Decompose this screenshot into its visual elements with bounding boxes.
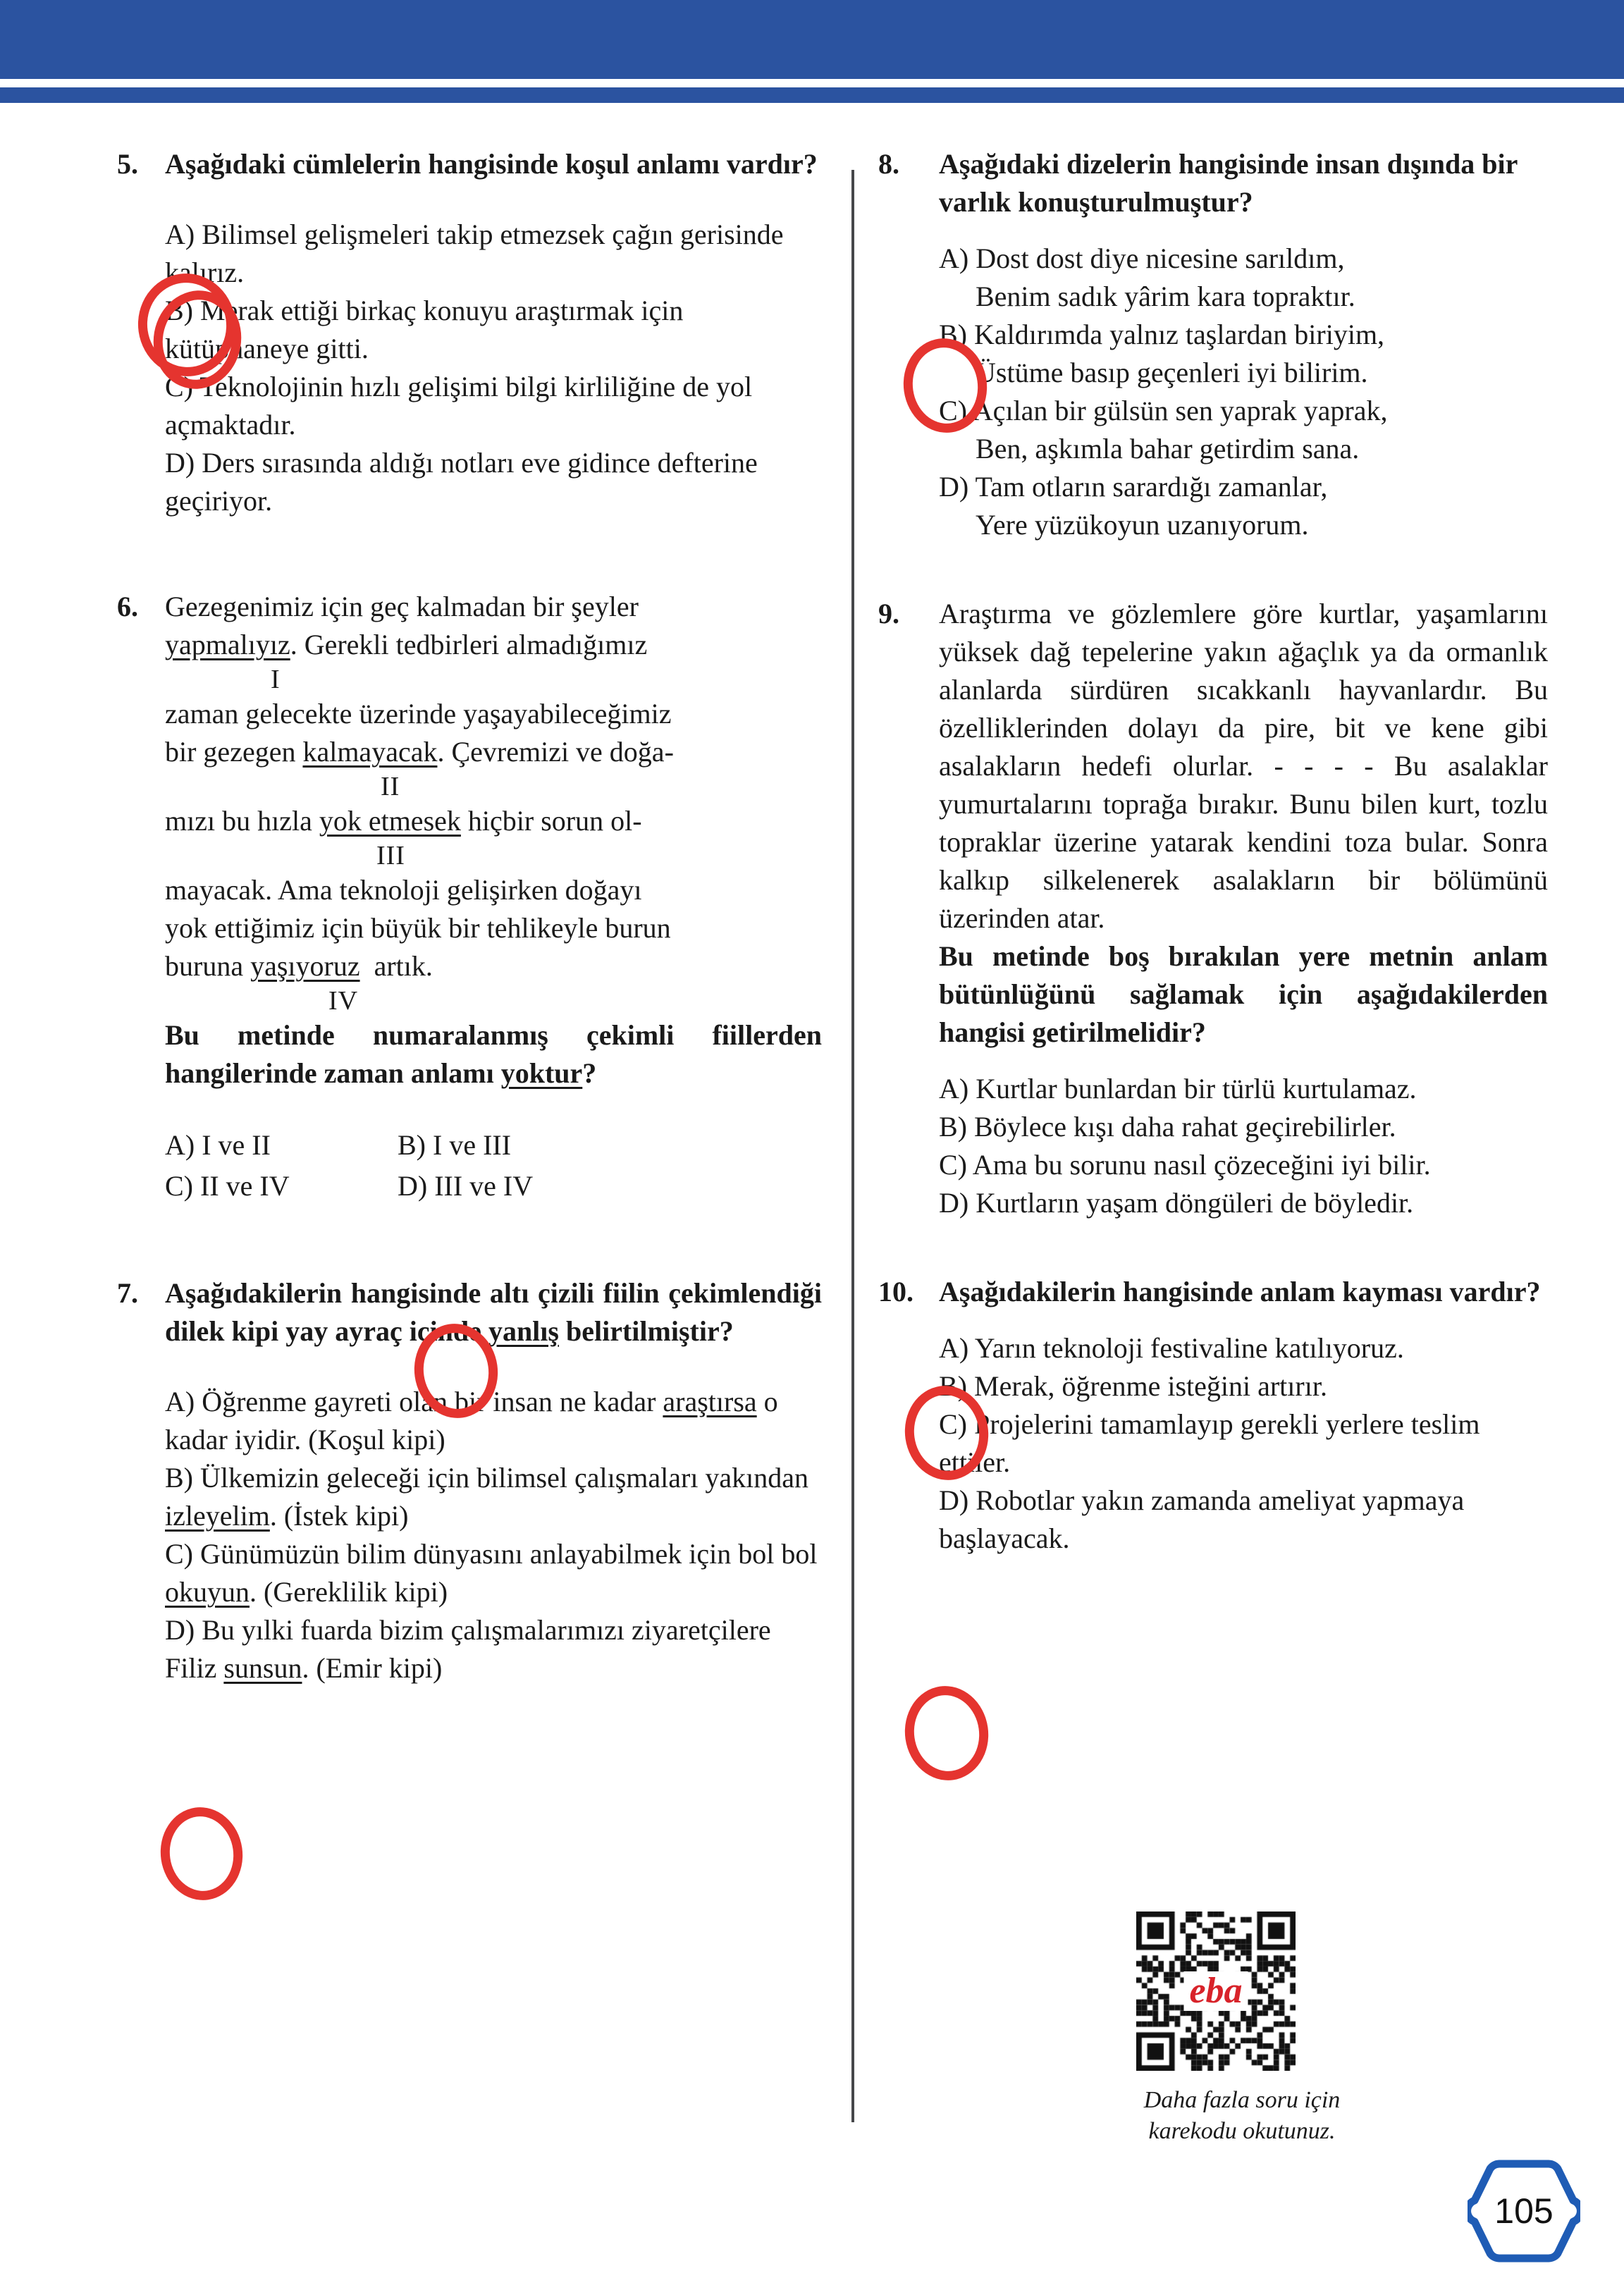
option-c-verse-2: Ben, aşkımla bahar getirdim sana. xyxy=(976,433,1360,464)
column-divider xyxy=(851,170,854,2122)
option-b[interactable]: B) I ve III xyxy=(398,1129,512,1161)
option-b[interactable]: B) Merak ettiği birkaç konuyu araştırmak için kütüphaneye gitti. xyxy=(165,295,684,364)
passage-line-11-pre: buruna xyxy=(165,950,251,982)
option-a-verse-2: Benim sadık yârim kara topraktır. xyxy=(976,281,1355,312)
option-b-verse-2: Üstüme basıp geçenleri iyi bilirim. xyxy=(976,357,1368,388)
option-b[interactable]: B) Ülkemizin geleceği için bilimsel çalışmaları yakından izleyelim. (İstek kipi) xyxy=(165,1462,809,1532)
qr-code[interactable] xyxy=(1136,1912,1296,2071)
option-d[interactable]: D) Bu yılki fuarda bizim çalışmalarımızı ziyaretçilere Filiz sunsun. (Emir kipi) xyxy=(165,1614,771,1684)
option-c[interactable]: C) Ama bu sorunu nasıl çözeceğini iyi bilir. xyxy=(939,1149,1431,1181)
question-6-number: 6. xyxy=(117,591,138,622)
roman-numeral-1: I xyxy=(271,665,281,694)
question-6-passage xyxy=(165,626,822,1016)
roman-numeral-2: II xyxy=(381,772,400,801)
question-5-stem: Aşağıdaki cümlelerin hangisinde koşul anlamı vardır? xyxy=(165,148,818,180)
question-10 xyxy=(878,1273,1548,1558)
qr-caption-line-2: karekodu okutunuz. xyxy=(1148,2118,1336,2144)
question-9-header xyxy=(878,595,1548,937)
option-d[interactable] xyxy=(939,468,1548,544)
option-d[interactable]: D) Robotlar yakın zamanda ameliyat yapmaya başlayacak. xyxy=(939,1484,1465,1554)
roman-numeral-4: IV xyxy=(328,986,359,1016)
option-a[interactable]: A) Kurtlar bunlardan bir türlü kurtulamaz. xyxy=(939,1073,1417,1104)
qr-block xyxy=(1136,1912,1341,2147)
option-a-underlined: araştırsa xyxy=(663,1386,757,1417)
question-10-stem: Aşağıdakilerin hangisinde anlam kayması vardır? xyxy=(939,1276,1541,1307)
header-band-gap xyxy=(0,79,1624,87)
passage-line-5-post: . Çevremizi ve doğa- xyxy=(437,736,674,768)
option-a-verse-1: Dost dost diye nicesine sarıldım, xyxy=(976,242,1345,274)
option-c-verse-1: Açılan bir gülsün sen yaprak yaprak, xyxy=(972,395,1388,426)
option-d[interactable]: D) Kurtların yaşam döngüleri de böyledir. xyxy=(939,1187,1414,1219)
qr-caption-line-1: Daha fazla soru için xyxy=(1143,2087,1341,2113)
question-7 xyxy=(117,1274,822,1687)
question-7-stem-underlined: yanlış xyxy=(488,1315,559,1347)
option-d[interactable]: D) Ders sırasında aldığı notları eve gidince defterine geçiriyor. xyxy=(165,447,758,517)
question-6-sub-text: Bu metinde numaralanmış çekimli fiillerden hangilerinde zaman anlamı xyxy=(165,1019,822,1089)
page-number-badge xyxy=(1468,2158,1580,2264)
option-b-underlined: izleyelim xyxy=(165,1500,270,1532)
numbered-verb-3: yok etmesek xyxy=(319,805,461,837)
question-8-number: 8. xyxy=(878,148,899,180)
option-a[interactable] xyxy=(939,240,1548,316)
question-7-options xyxy=(165,1383,822,1687)
passage-line-7-post: hiçbir sorun ol- xyxy=(460,805,642,837)
left-column xyxy=(117,145,822,1687)
option-b[interactable] xyxy=(939,316,1548,392)
question-9-passage: Araştırma ve gözlemlere göre kurtlar, yaşamlarını yüksek dağ tepelerine yakın ağaçlık ya da ormanlık alanlarda sürdüren sıcakkanlı hayvanlardır. Bu özelliklerinden dolayı da pire, bit ve kene gibi asalakların hedefi olurlar. - - - - Bu asalaklar yumurtalarını toprağa bırakır. Bunu bilen kurt, tozlu topraklar üzerine yatarak kendini toza bular. Sonra kalkıp silkelenerek asalakların bir bölümünü üzerinden atar. xyxy=(939,598,1548,934)
header-band-thin xyxy=(0,87,1624,103)
header-band-top xyxy=(0,0,1624,79)
question-6-sub-underlined: yoktur xyxy=(500,1057,583,1089)
question-5-header xyxy=(117,145,822,183)
numbered-verb-1: yapmalıyız xyxy=(165,629,290,660)
question-7-stem-pre: Aşağıdakilerin hangisinde altı çizili fiilin çekimlendiği dilek kipi yay ayraç içinde xyxy=(165,1277,822,1347)
question-9-number: 9. xyxy=(878,598,899,629)
question-7-stem-post: belirtilmiştir? xyxy=(558,1315,734,1347)
question-5-options xyxy=(165,216,822,520)
question-8-stem: Aşağıdaki dizelerin hangisinde insan dışında bir varlık konuşturulmuştur? xyxy=(939,148,1518,218)
question-8-header xyxy=(878,145,1548,221)
option-c-label: C) xyxy=(939,395,967,426)
question-8 xyxy=(878,145,1548,544)
question-7-header xyxy=(117,1274,822,1350)
question-6-sub-qmark: ? xyxy=(582,1057,597,1089)
option-c[interactable]: C) Projelerini tamamlayıp gerekli yerlere teslim ettiler. xyxy=(939,1408,1480,1478)
question-10-number: 10. xyxy=(878,1276,914,1307)
question-6 xyxy=(117,588,822,1207)
question-6-sub-question xyxy=(165,1016,822,1092)
passage-line-7-pre: mızı bu hızla xyxy=(165,805,319,837)
qr-caption xyxy=(1136,2085,1348,2147)
question-6-passage-line-4: zaman gelecekte üzerinde yaşayabileceğimiz xyxy=(165,698,672,730)
roman-numeral-3: III xyxy=(376,841,405,870)
question-6-passage-line-1: Gezegenimiz için geç kalmadan bir şeyler xyxy=(165,591,639,622)
option-c[interactable]: C) Günümüzün bilim dünyasını anlayabilmek için bol bol okuyun. (Gereklilik kipi) xyxy=(165,1538,818,1608)
option-c[interactable]: C) II ve IV xyxy=(165,1170,290,1202)
option-b[interactable]: B) Merak, öğrenme isteğini artırır. xyxy=(939,1370,1327,1402)
option-a-label: A) xyxy=(939,242,969,274)
passage-line-11-post: artık. xyxy=(359,950,433,982)
option-d[interactable]: D) III ve IV xyxy=(398,1170,534,1202)
question-5-number: 5. xyxy=(117,148,138,180)
question-6-options xyxy=(165,1125,822,1207)
page-number: 105 xyxy=(1494,2191,1554,2231)
question-5 xyxy=(117,145,822,520)
option-d-label: D) xyxy=(939,471,969,503)
option-d-verse-1: Tam otların sarardığı zamanlar, xyxy=(975,471,1328,503)
question-8-options xyxy=(939,240,1548,544)
question-10-options xyxy=(939,1329,1548,1558)
option-d-underlined: sunsun xyxy=(223,1652,302,1684)
option-c[interactable]: C) Teknolojinin hızlı gelişimi bilgi kirliliğine de yol açmaktadır. xyxy=(165,371,753,441)
option-b[interactable]: B) Böylece kışı daha rahat geçirebilirler. xyxy=(939,1111,1396,1143)
option-b-verse-1: Kaldırımda yalnız taşlardan biriyim, xyxy=(974,319,1385,350)
question-7-number: 7. xyxy=(117,1277,138,1309)
passage-line-2-rest: . Gerekli tedbirleri almadığımız xyxy=(290,629,648,660)
passage-line-5-pre: bir gezegen xyxy=(165,736,303,768)
numbered-verb-4: yaşıyoruz xyxy=(250,950,360,982)
option-c[interactable] xyxy=(939,392,1548,468)
question-6-passage-line-9: mayacak. Ama teknoloji gelişirken doğayı xyxy=(165,874,642,906)
option-a[interactable]: A) I ve II xyxy=(165,1129,271,1161)
eba-logo: eba xyxy=(1183,1971,1248,2011)
option-a[interactable]: A) Bilimsel gelişmeleri takip etmezsek çağın gerisinde kalırız. xyxy=(165,218,784,288)
question-10-header xyxy=(878,1273,1548,1311)
page-content xyxy=(0,103,1624,2290)
option-b-label: B) xyxy=(939,319,967,350)
question-6-header xyxy=(117,588,822,626)
option-a[interactable]: A) Yarın teknoloji festivaline katılıyoruz. xyxy=(939,1332,1404,1364)
question-9-sub-question: Bu metinde boş bırakılan yere metnin anlam bütünlüğünü sağlamak için aşağıdakilerden hangisi getirilmelidir? xyxy=(939,940,1548,1048)
question-9-options xyxy=(939,1070,1548,1222)
right-column xyxy=(878,145,1548,1558)
question-9 xyxy=(878,595,1548,1222)
option-c-underlined: okuyun xyxy=(165,1576,250,1608)
numbered-verb-2: kalmayacak xyxy=(302,736,438,768)
question-6-passage-line-10: yok ettiğimiz için büyük bir tehlikeyle burun xyxy=(165,912,671,944)
option-a[interactable]: A) Öğrenme gayreti olan bir insan ne kadar araştırsa o kadar iyidir. (Koşul kipi) xyxy=(165,1386,778,1455)
question-7-stem xyxy=(165,1274,822,1350)
option-d-verse-2: Yere yüzükoyun uzanıyorum. xyxy=(976,509,1309,541)
